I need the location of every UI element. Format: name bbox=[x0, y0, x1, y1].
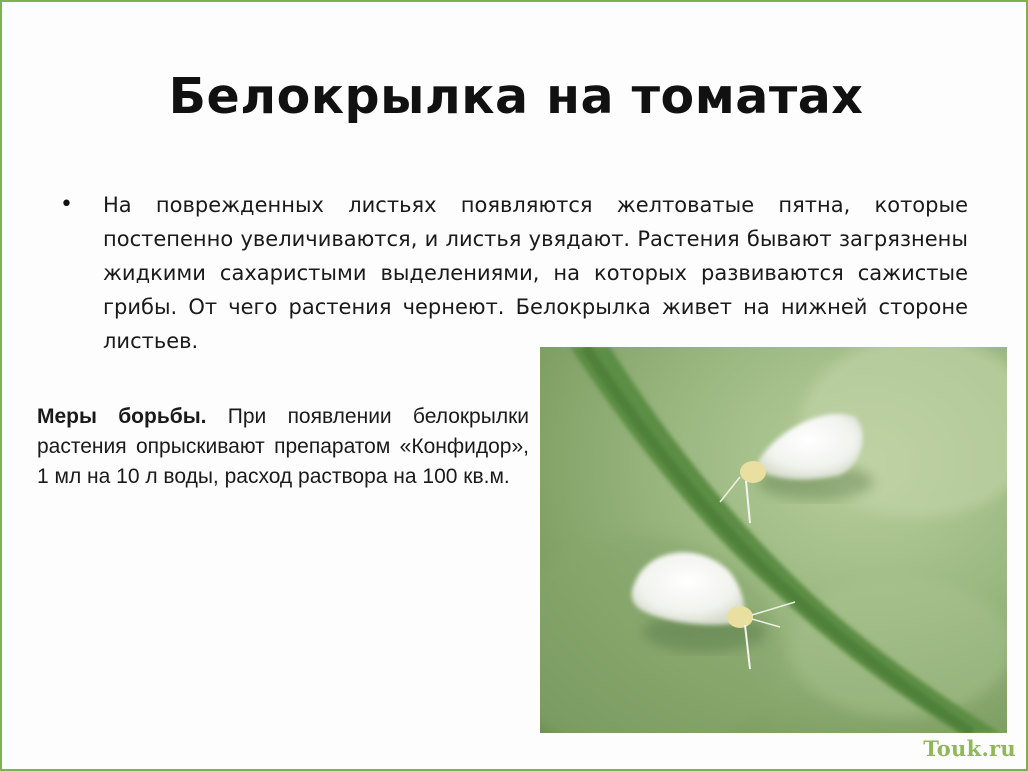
watermark-logo: Touk.ru bbox=[923, 736, 1016, 761]
whitefly-photo bbox=[540, 347, 1007, 733]
bullet-dot-icon: • bbox=[60, 192, 73, 217]
measures-heading: Меры борьбы. bbox=[37, 405, 207, 428]
slide-title: Белокрылка на томатах bbox=[168, 68, 864, 125]
whitefly-icon-top bbox=[720, 414, 863, 523]
measures-text: При появлении белокрылки растения опрыскивают препаратом «Конфидор», 1 мл на 10 л воды, расход раствора на 100 кв.м. bbox=[37, 405, 530, 488]
whitefly-on-leaf-image bbox=[540, 347, 1007, 733]
bullet-text: На поврежденных листьях появляются желтоватые пятна, которые постепенно увеличиваются, и листья увядают. Растения бывают загрязнены жидкими сахаристыми выделениями, на которых развиваются сажистые грибы. От чего растения чернеют. Белокрылка живет на нижней стороне листьев. bbox=[103, 193, 968, 353]
control-measures-paragraph bbox=[37, 402, 529, 492]
